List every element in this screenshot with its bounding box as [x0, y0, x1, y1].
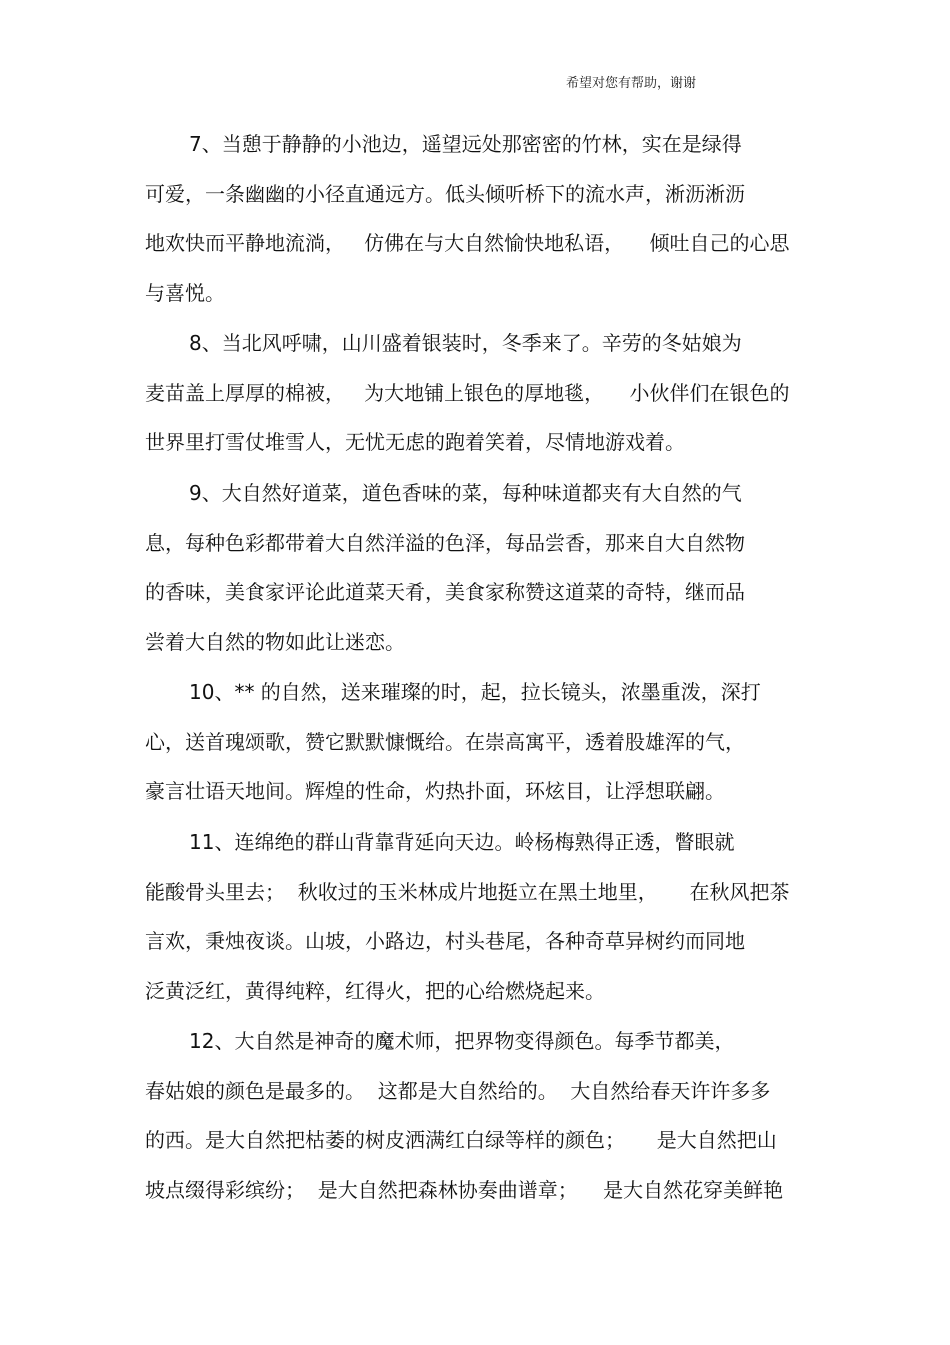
paragraph-line: 尝着大自然的物如此让迷恋。: [145, 629, 405, 654]
paragraph-line: 9、大自然好道菜，道色香味的菜，每种味道都夹有大自然的气: [189, 481, 742, 505]
paragraph-line: 息，每种色彩都带着大自然洋溢的色泽，每品尝香，那来自大自然物: [145, 530, 745, 555]
paragraph-line: 可爱，一条幽幽的小径直通远方。低头倾听桥下的流水声，淅沥淅沥: [145, 181, 745, 206]
paragraph-line: 7、当憩于静静的小池边，遥望远处那密密的竹林，实在是绿得: [189, 132, 742, 156]
paragraph-9: [145, 479, 805, 677]
paragraph-line: 的香味，美食家评论此道菜天肴，美食家称赞这道菜的奇特，继而品: [145, 580, 745, 605]
paragraph-line: 泛黄泛红，黄得纯粹，红得火，把的心给燃烧起来。: [145, 978, 605, 1003]
paragraph-line: 豪言壮语天地间。辉煌的性命，灼热扑面，环炫目，让浮想联翩。: [145, 779, 725, 804]
paragraph-line: 坡点缀得彩缤纷； 是大自然把森林协奏曲谱章； 是大自然花穿美鲜艳: [145, 1177, 784, 1202]
paragraph-12: [145, 1027, 805, 1225]
paragraph-line: 麦苗盖上厚厚的棉被， 为大地铺上银色的厚地毯， 小伙伴们在银色的: [145, 380, 790, 405]
page-header: 希望对您有帮助，谢谢: [566, 76, 697, 91]
paragraph-line: 地欢快而平静地流淌， 仿佛在与大自然愉快地私语， 倾吐自己的心思: [145, 231, 790, 256]
paragraph-line: 12、大自然是神奇的魔术师，把界物变得颜色。每季节都美，: [189, 1029, 735, 1053]
paragraph-11: [145, 828, 805, 1026]
paragraph-8: [145, 329, 805, 478]
paragraph-line: 世界里打雪仗堆雪人，无忧无虑的跑着笑着，尽情地游戏着。: [145, 430, 685, 455]
paragraph-line: 10、** 的自然，送来璀璨的时，起，拉长镜头，浓墨重泼，深打: [189, 680, 761, 704]
paragraph-line: 春姑娘的颜色是最多的。 这都是大自然给的。 大自然给春天许许多多: [145, 1078, 771, 1103]
paragraph-7: [145, 130, 805, 328]
paragraph-line: 言欢，秉烛夜谈。山坡，小路边，村头巷尾，各种奇草异树约而同地: [145, 929, 745, 954]
paragraph-line: 能酸骨头里去； 秋收过的玉米林成片地挺立在黑土地里， 在秋风把茶: [145, 879, 790, 904]
paragraph-line: 与喜悦。: [145, 280, 225, 305]
paragraph-line: 心，送首瑰颂歌，赞它默默慷慨给。在崇高寓平，透着股雄浑的气，: [145, 729, 745, 754]
paragraph-10: [145, 678, 805, 827]
paragraph-line: 11、连绵绝的群山背靠背延向天边。岭杨梅熟得正透，瞥眼就: [189, 830, 735, 854]
paragraph-line: 8、当北风呼啸，山川盛着银装时，冬季来了。辛劳的冬姑娘为: [189, 331, 742, 355]
paragraph-line: 的西。是大自然把枯萎的树皮洒满红白绿等样的颜色； 是大自然把山: [145, 1128, 777, 1153]
